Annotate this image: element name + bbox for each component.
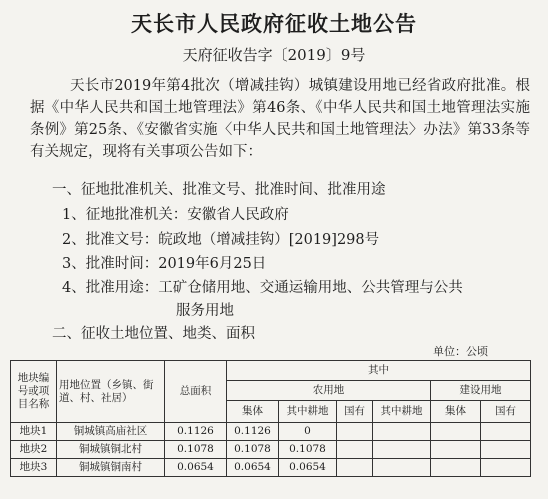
document-title: 天长市人民政府征收土地公告 <box>131 12 417 36</box>
unit-label: 单位：公顷 <box>433 345 488 358</box>
table-row <box>11 441 531 459</box>
plot-location: 铜城镇高庙社区 <box>57 423 165 441</box>
plot-total: 0.1126 <box>165 423 227 441</box>
document-number: 天府征收告字〔2019〕9号 <box>182 46 366 64</box>
header-construction-land: 建设用地 <box>431 381 531 401</box>
empty-cell <box>481 441 531 459</box>
plot-farmland: 0.0654 <box>279 459 337 477</box>
empty-cell <box>481 459 531 477</box>
empty-cell <box>431 441 481 459</box>
empty-cell <box>373 459 431 477</box>
empty-cell <box>337 441 373 459</box>
table-row <box>11 423 531 441</box>
land-table <box>10 360 531 477</box>
empty-cell <box>337 423 373 441</box>
approval-number: 2、批准文号：皖政地（增减挂钩）[2019]298号 <box>62 232 380 248</box>
header-location: 用地位置（乡镇、街道、村、社居） <box>57 361 165 423</box>
header-plot-id: 地块编号或项目名称 <box>11 361 57 423</box>
header-among: 其中 <box>227 361 531 381</box>
approval-purpose-cont: 服务用地 <box>176 303 234 319</box>
section-1-heading: 一、征地批准机关、批准文号、批准时间、批准用途 <box>52 182 386 198</box>
empty-cell <box>373 423 431 441</box>
section-2-heading: 二、征收土地位置、地类、面积 <box>52 326 255 342</box>
header-total-area: 总面积 <box>165 361 227 423</box>
plot-id: 地块3 <box>11 459 57 477</box>
empty-cell <box>431 423 481 441</box>
plot-id: 地块2 <box>11 441 57 459</box>
empty-cell <box>481 423 531 441</box>
plot-total: 0.1078 <box>165 441 227 459</box>
plot-total: 0.0654 <box>165 459 227 477</box>
header-farmland-2: 其中耕地 <box>373 401 431 423</box>
header-state-2: 国有 <box>481 401 531 423</box>
header-collective-2: 集体 <box>431 401 481 423</box>
empty-cell <box>337 459 373 477</box>
approval-purpose: 4、批准用途：工矿仓储用地、交通运输用地、公共管理与公共 <box>62 280 463 296</box>
plot-collective: 0.1126 <box>227 423 279 441</box>
plot-farmland: 0.1078 <box>279 441 337 459</box>
approval-authority: 1、征地批准机关：安徽省人民政府 <box>62 207 289 223</box>
plot-collective: 0.1078 <box>227 441 279 459</box>
plot-collective: 0.0654 <box>227 459 279 477</box>
empty-cell <box>431 459 481 477</box>
table-row <box>11 459 531 477</box>
header-agricultural-land: 农用地 <box>227 381 431 401</box>
approval-date: 3、批准时间：2019年6月25日 <box>62 256 267 272</box>
empty-cell <box>373 441 431 459</box>
header-farmland: 其中耕地 <box>279 401 337 423</box>
intro-paragraph: 天长市2019年第4批次（增减挂钩）城镇建设用地已经省政府批准。根据《中华人民共和国土地管理法》第46条、《中华人民共和国土地管理法实施条例》第25条、《安徽省实施〈中华人民共和国土地管理法〉办法》第33条等有关规定，现将有关事项公告如下： <box>30 78 530 160</box>
header-collective: 集体 <box>227 401 279 423</box>
plot-id: 地块1 <box>11 423 57 441</box>
plot-location: 铜城镇铜北村 <box>57 441 165 459</box>
plot-farmland: 0 <box>279 423 337 441</box>
header-state: 国有 <box>337 401 373 423</box>
plot-location: 铜城镇铜南村 <box>57 459 165 477</box>
